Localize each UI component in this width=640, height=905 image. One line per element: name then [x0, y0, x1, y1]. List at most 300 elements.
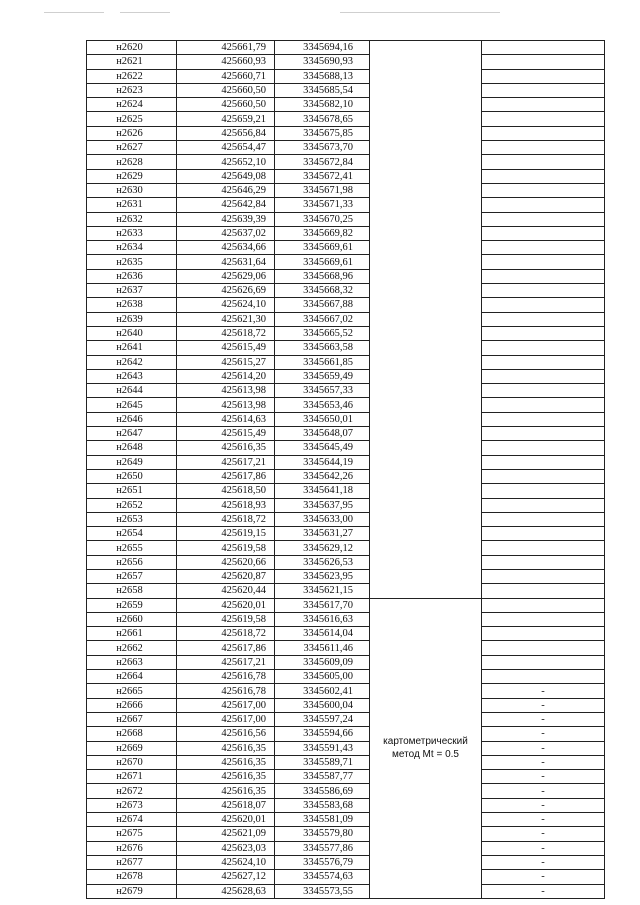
x-coordinate-cell: 425616,35	[177, 755, 275, 769]
y-coordinate-cell: 3345583,68	[275, 798, 370, 812]
y-coordinate-cell: 3345682,10	[275, 98, 370, 112]
y-coordinate-cell: 3345642,26	[275, 469, 370, 483]
point-id-cell: н2632	[87, 212, 177, 226]
point-id-cell: н2621	[87, 55, 177, 69]
x-coordinate-cell: 425620,87	[177, 569, 275, 583]
point-id-cell: н2641	[87, 341, 177, 355]
extra-cell	[482, 484, 605, 498]
point-id-cell: н2648	[87, 441, 177, 455]
y-coordinate-cell: 3345641,18	[275, 484, 370, 498]
y-coordinate-cell: 3345675,85	[275, 126, 370, 140]
header-scan-artifact	[120, 12, 170, 13]
table-row	[87, 398, 605, 412]
table-row	[87, 641, 605, 655]
x-coordinate-cell: 425621,09	[177, 827, 275, 841]
coordinates-table-body	[87, 41, 605, 899]
point-id-cell: н2665	[87, 684, 177, 698]
point-id-cell: н2646	[87, 412, 177, 426]
x-coordinate-cell: 425637,02	[177, 226, 275, 240]
extra-cell	[482, 441, 605, 455]
y-coordinate-cell: 3345678,65	[275, 112, 370, 126]
extra-cell	[482, 670, 605, 684]
extra-cell: -	[482, 827, 605, 841]
extra-cell	[482, 169, 605, 183]
x-coordinate-cell: 425659,21	[177, 112, 275, 126]
x-coordinate-cell: 425631,64	[177, 255, 275, 269]
y-coordinate-cell: 3345671,33	[275, 198, 370, 212]
table-row	[87, 226, 605, 240]
point-id-cell: н2638	[87, 298, 177, 312]
extra-cell: -	[482, 684, 605, 698]
y-coordinate-cell: 3345694,16	[275, 41, 370, 55]
point-id-cell: н2635	[87, 255, 177, 269]
extra-cell: -	[482, 884, 605, 898]
y-coordinate-cell: 3345663,58	[275, 341, 370, 355]
y-coordinate-cell: 3345577,86	[275, 841, 370, 855]
point-id-cell: н2673	[87, 798, 177, 812]
y-coordinate-cell: 3345672,84	[275, 155, 370, 169]
x-coordinate-cell: 425618,72	[177, 512, 275, 526]
extra-cell	[482, 455, 605, 469]
y-coordinate-cell: 3345621,15	[275, 584, 370, 598]
y-coordinate-cell: 3345623,95	[275, 569, 370, 583]
x-coordinate-cell: 425646,29	[177, 183, 275, 197]
table-row	[87, 112, 605, 126]
table-row	[87, 469, 605, 483]
x-coordinate-cell: 425614,20	[177, 369, 275, 383]
extra-cell	[482, 384, 605, 398]
x-coordinate-cell: 425634,66	[177, 241, 275, 255]
x-coordinate-cell: 425618,72	[177, 627, 275, 641]
y-coordinate-cell: 3345626,53	[275, 555, 370, 569]
y-coordinate-cell: 3345633,00	[275, 512, 370, 526]
point-id-cell: н2661	[87, 627, 177, 641]
point-id-cell: н2622	[87, 69, 177, 83]
extra-cell: -	[482, 841, 605, 855]
y-coordinate-cell: 3345667,02	[275, 312, 370, 326]
extra-cell	[482, 55, 605, 69]
y-coordinate-cell: 3345579,80	[275, 827, 370, 841]
table-row	[87, 69, 605, 83]
y-coordinate-cell: 3345574,63	[275, 870, 370, 884]
table-row	[87, 770, 605, 784]
extra-cell	[482, 398, 605, 412]
x-coordinate-cell: 425613,98	[177, 384, 275, 398]
x-coordinate-cell: 425617,21	[177, 455, 275, 469]
table-row	[87, 527, 605, 541]
x-coordinate-cell: 425624,10	[177, 298, 275, 312]
table-row	[87, 855, 605, 869]
point-id-cell: н2634	[87, 241, 177, 255]
x-coordinate-cell: 425618,72	[177, 326, 275, 340]
table-row	[87, 169, 605, 183]
x-coordinate-cell: 425620,66	[177, 555, 275, 569]
x-coordinate-cell: 425615,49	[177, 427, 275, 441]
point-id-cell: н2676	[87, 841, 177, 855]
coordinates-table	[86, 40, 604, 899]
table-row	[87, 41, 605, 55]
y-coordinate-cell: 3345670,25	[275, 212, 370, 226]
point-id-cell: н2645	[87, 398, 177, 412]
y-coordinate-cell: 3345616,63	[275, 612, 370, 626]
point-id-cell: н2642	[87, 355, 177, 369]
x-coordinate-cell: 425654,47	[177, 141, 275, 155]
point-id-cell: н2628	[87, 155, 177, 169]
extra-cell	[482, 255, 605, 269]
x-coordinate-cell: 425616,78	[177, 684, 275, 698]
x-coordinate-cell: 425618,93	[177, 498, 275, 512]
table-row	[87, 312, 605, 326]
extra-cell	[482, 427, 605, 441]
point-id-cell: н2644	[87, 384, 177, 398]
extra-cell	[482, 641, 605, 655]
point-id-cell: н2669	[87, 741, 177, 755]
x-coordinate-cell: 425639,39	[177, 212, 275, 226]
extra-cell	[482, 498, 605, 512]
point-id-cell: н2647	[87, 427, 177, 441]
y-coordinate-cell: 3345665,52	[275, 326, 370, 340]
y-coordinate-cell: 3345669,61	[275, 255, 370, 269]
table-row	[87, 555, 605, 569]
y-coordinate-cell: 3345581,09	[275, 813, 370, 827]
table-row	[87, 427, 605, 441]
point-id-cell: н2657	[87, 569, 177, 583]
point-id-cell: н2623	[87, 83, 177, 97]
table-row	[87, 255, 605, 269]
extra-cell	[482, 326, 605, 340]
point-id-cell: н2674	[87, 813, 177, 827]
table-row	[87, 655, 605, 669]
table-row	[87, 870, 605, 884]
point-id-cell: н2672	[87, 784, 177, 798]
y-coordinate-cell: 3345591,43	[275, 741, 370, 755]
y-coordinate-cell: 3345587,77	[275, 770, 370, 784]
y-coordinate-cell: 3345669,82	[275, 226, 370, 240]
y-coordinate-cell: 3345609,09	[275, 655, 370, 669]
extra-cell	[482, 112, 605, 126]
y-coordinate-cell: 3345653,46	[275, 398, 370, 412]
table-row	[87, 612, 605, 626]
extra-cell	[482, 226, 605, 240]
x-coordinate-cell: 425620,01	[177, 598, 275, 612]
table-row	[87, 541, 605, 555]
point-id-cell: н2675	[87, 827, 177, 841]
x-coordinate-cell: 425627,12	[177, 870, 275, 884]
extra-cell: -	[482, 770, 605, 784]
extra-cell	[482, 512, 605, 526]
y-coordinate-cell: 3345648,07	[275, 427, 370, 441]
extra-cell	[482, 69, 605, 83]
point-id-cell: н2626	[87, 126, 177, 140]
table-row	[87, 341, 605, 355]
x-coordinate-cell: 425660,93	[177, 55, 275, 69]
x-coordinate-cell: 425626,69	[177, 284, 275, 298]
x-coordinate-cell: 425617,86	[177, 641, 275, 655]
table-row	[87, 183, 605, 197]
x-coordinate-cell: 425620,44	[177, 584, 275, 598]
table-row	[87, 798, 605, 812]
point-id-cell: н2651	[87, 484, 177, 498]
table-row	[87, 455, 605, 469]
x-coordinate-cell: 425616,78	[177, 670, 275, 684]
table-row	[87, 298, 605, 312]
point-id-cell: н2666	[87, 698, 177, 712]
y-coordinate-cell: 3345617,70	[275, 598, 370, 612]
x-coordinate-cell: 425617,00	[177, 712, 275, 726]
extra-cell	[482, 269, 605, 283]
table-row	[87, 326, 605, 340]
point-id-cell: н2662	[87, 641, 177, 655]
x-coordinate-cell: 425621,30	[177, 312, 275, 326]
y-coordinate-cell: 3345629,12	[275, 541, 370, 555]
extra-cell	[482, 212, 605, 226]
table-row	[87, 784, 605, 798]
x-coordinate-cell: 425615,49	[177, 341, 275, 355]
extra-cell	[482, 241, 605, 255]
extra-cell	[482, 98, 605, 112]
point-id-cell: н2640	[87, 326, 177, 340]
point-id-cell: н2630	[87, 183, 177, 197]
point-id-cell: н2650	[87, 469, 177, 483]
table-row	[87, 813, 605, 827]
extra-cell	[482, 198, 605, 212]
point-id-cell: н2655	[87, 541, 177, 555]
y-coordinate-cell: 3345600,04	[275, 698, 370, 712]
table-row	[87, 384, 605, 398]
x-coordinate-cell: 425616,56	[177, 727, 275, 741]
table-row	[87, 684, 605, 698]
extra-cell: -	[482, 712, 605, 726]
table-row	[87, 755, 605, 769]
point-id-cell: н2678	[87, 870, 177, 884]
extra-cell	[482, 155, 605, 169]
y-coordinate-cell: 3345586,69	[275, 784, 370, 798]
table-row	[87, 241, 605, 255]
extra-cell: -	[482, 741, 605, 755]
y-coordinate-cell: 3345589,71	[275, 755, 370, 769]
y-coordinate-cell: 3345602,41	[275, 684, 370, 698]
table-row	[87, 498, 605, 512]
point-id-cell: н2677	[87, 855, 177, 869]
extra-cell	[482, 298, 605, 312]
point-id-cell: н2667	[87, 712, 177, 726]
y-coordinate-cell: 3345659,49	[275, 369, 370, 383]
point-id-cell: н2629	[87, 169, 177, 183]
extra-cell	[482, 569, 605, 583]
extra-cell	[482, 369, 605, 383]
y-coordinate-cell: 3345573,55	[275, 884, 370, 898]
point-id-cell: н2656	[87, 555, 177, 569]
extra-cell	[482, 469, 605, 483]
table-row	[87, 441, 605, 455]
table-row	[87, 55, 605, 69]
y-coordinate-cell: 3345611,46	[275, 641, 370, 655]
x-coordinate-cell: 425613,98	[177, 398, 275, 412]
table-row	[87, 584, 605, 598]
table-row	[87, 698, 605, 712]
table-row	[87, 126, 605, 140]
point-id-cell: н2670	[87, 755, 177, 769]
extra-cell	[482, 41, 605, 55]
table-row	[87, 712, 605, 726]
table-row	[87, 884, 605, 898]
extra-cell	[482, 598, 605, 612]
extra-cell	[482, 612, 605, 626]
table-row	[87, 98, 605, 112]
table-row	[87, 83, 605, 97]
extra-cell: -	[482, 870, 605, 884]
point-id-cell: н2663	[87, 655, 177, 669]
extra-cell: -	[482, 784, 605, 798]
extra-cell	[482, 341, 605, 355]
extra-cell	[482, 126, 605, 140]
y-coordinate-cell: 3345672,41	[275, 169, 370, 183]
y-coordinate-cell: 3345614,04	[275, 627, 370, 641]
point-id-cell: н2653	[87, 512, 177, 526]
x-coordinate-cell: 425616,35	[177, 441, 275, 455]
point-id-cell: н2659	[87, 598, 177, 612]
y-coordinate-cell: 3345673,70	[275, 141, 370, 155]
x-coordinate-cell: 425649,08	[177, 169, 275, 183]
y-coordinate-cell: 3345597,24	[275, 712, 370, 726]
header-scan-artifact	[340, 12, 500, 13]
point-id-cell: н2625	[87, 112, 177, 126]
point-id-cell: н2636	[87, 269, 177, 283]
point-id-cell: н2627	[87, 141, 177, 155]
point-id-cell: н2624	[87, 98, 177, 112]
extra-cell	[482, 355, 605, 369]
point-id-cell: н2671	[87, 770, 177, 784]
x-coordinate-cell: 425660,50	[177, 98, 275, 112]
y-coordinate-cell: 3345661,85	[275, 355, 370, 369]
table-row	[87, 141, 605, 155]
x-coordinate-cell: 425628,63	[177, 884, 275, 898]
extra-cell	[482, 312, 605, 326]
extra-cell	[482, 527, 605, 541]
point-id-cell: н2652	[87, 498, 177, 512]
x-coordinate-cell: 425629,06	[177, 269, 275, 283]
y-coordinate-cell: 3345605,00	[275, 670, 370, 684]
point-id-cell: н2631	[87, 198, 177, 212]
y-coordinate-cell: 3345650,01	[275, 412, 370, 426]
table-row	[87, 484, 605, 498]
table-row	[87, 155, 605, 169]
extra-cell: -	[482, 813, 605, 827]
extra-cell	[482, 655, 605, 669]
x-coordinate-cell: 425642,84	[177, 198, 275, 212]
extra-cell	[482, 183, 605, 197]
point-id-cell: н2637	[87, 284, 177, 298]
table-row	[87, 212, 605, 226]
x-coordinate-cell: 425656,84	[177, 126, 275, 140]
point-id-cell: н2658	[87, 584, 177, 598]
extra-cell	[482, 412, 605, 426]
x-coordinate-cell: 425616,35	[177, 741, 275, 755]
x-coordinate-cell: 425661,79	[177, 41, 275, 55]
y-coordinate-cell: 3345645,49	[275, 441, 370, 455]
x-coordinate-cell: 425616,35	[177, 770, 275, 784]
method-cell: картометрический метод Mt = 0.5	[370, 598, 482, 898]
extra-cell	[482, 627, 605, 641]
table-row	[87, 627, 605, 641]
y-coordinate-cell: 3345688,13	[275, 69, 370, 83]
y-coordinate-cell: 3345594,66	[275, 727, 370, 741]
y-coordinate-cell: 3345668,32	[275, 284, 370, 298]
point-id-cell: н2643	[87, 369, 177, 383]
x-coordinate-cell: 425616,35	[177, 784, 275, 798]
header-scan-artifact	[44, 12, 104, 13]
x-coordinate-cell: 425617,00	[177, 698, 275, 712]
x-coordinate-cell: 425617,86	[177, 469, 275, 483]
extra-cell	[482, 83, 605, 97]
table-row	[87, 512, 605, 526]
y-coordinate-cell: 3345657,33	[275, 384, 370, 398]
extra-cell	[482, 541, 605, 555]
y-coordinate-cell: 3345669,61	[275, 241, 370, 255]
x-coordinate-cell: 425618,07	[177, 798, 275, 812]
extra-cell: -	[482, 698, 605, 712]
extra-cell: -	[482, 798, 605, 812]
table-row	[87, 727, 605, 741]
point-id-cell: н2649	[87, 455, 177, 469]
extra-cell	[482, 284, 605, 298]
x-coordinate-cell: 425660,71	[177, 69, 275, 83]
table-row	[87, 598, 605, 612]
point-id-cell: н2679	[87, 884, 177, 898]
table-row	[87, 269, 605, 283]
table-row	[87, 670, 605, 684]
y-coordinate-cell: 3345690,93	[275, 55, 370, 69]
point-id-cell: н2668	[87, 727, 177, 741]
table-row	[87, 569, 605, 583]
x-coordinate-cell: 425615,27	[177, 355, 275, 369]
x-coordinate-cell: 425618,50	[177, 484, 275, 498]
extra-cell: -	[482, 727, 605, 741]
extra-cell: -	[482, 855, 605, 869]
y-coordinate-cell: 3345576,79	[275, 855, 370, 869]
y-coordinate-cell: 3345637,95	[275, 498, 370, 512]
extra-cell	[482, 555, 605, 569]
x-coordinate-cell: 425652,10	[177, 155, 275, 169]
point-id-cell: н2664	[87, 670, 177, 684]
table-row	[87, 284, 605, 298]
y-coordinate-cell: 3345668,96	[275, 269, 370, 283]
method-cell-empty	[370, 41, 482, 599]
x-coordinate-cell: 425614,63	[177, 412, 275, 426]
y-coordinate-cell: 3345685,54	[275, 83, 370, 97]
y-coordinate-cell: 3345667,88	[275, 298, 370, 312]
point-id-cell: н2620	[87, 41, 177, 55]
table-row	[87, 369, 605, 383]
x-coordinate-cell: 425619,15	[177, 527, 275, 541]
table-row	[87, 827, 605, 841]
x-coordinate-cell: 425623,03	[177, 841, 275, 855]
table-row	[87, 412, 605, 426]
table-row	[87, 841, 605, 855]
x-coordinate-cell: 425624,10	[177, 855, 275, 869]
x-coordinate-cell: 425619,58	[177, 612, 275, 626]
y-coordinate-cell: 3345644,19	[275, 455, 370, 469]
table-row	[87, 198, 605, 212]
point-id-cell: н2654	[87, 527, 177, 541]
y-coordinate-cell: 3345631,27	[275, 527, 370, 541]
x-coordinate-cell: 425620,01	[177, 813, 275, 827]
table-row	[87, 741, 605, 755]
extra-cell	[482, 141, 605, 155]
x-coordinate-cell: 425660,50	[177, 83, 275, 97]
x-coordinate-cell: 425617,21	[177, 655, 275, 669]
point-id-cell: н2660	[87, 612, 177, 626]
